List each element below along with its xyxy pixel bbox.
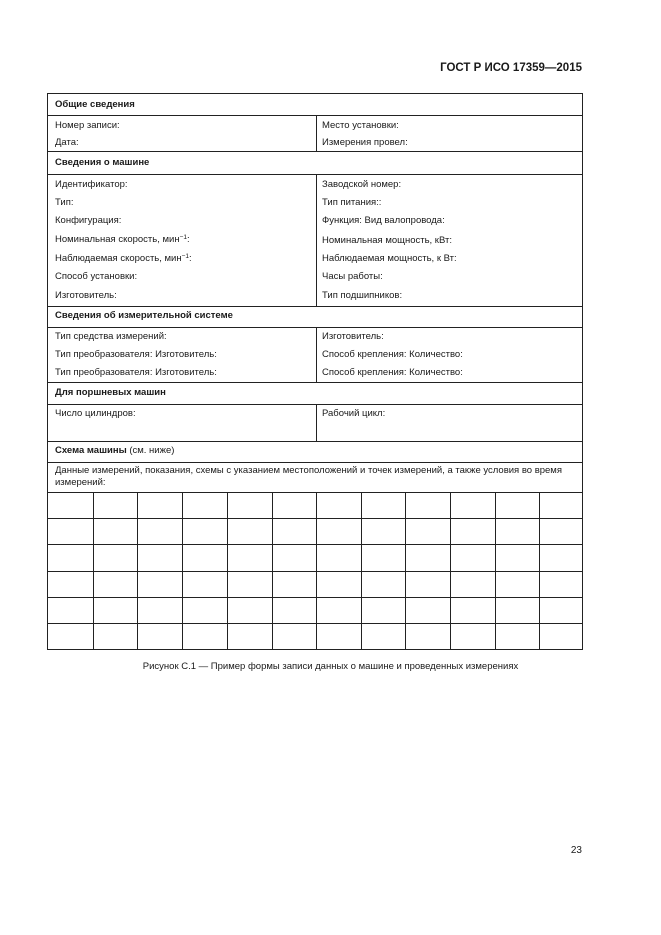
type-label: Тип: [55,197,74,208]
section-title-piston: Для поршневых машин [55,387,166,398]
measured-by-label: Измерения провел: [322,137,408,148]
grid-rule [48,597,582,598]
grid-rule [48,623,582,624]
grid-column [450,492,451,650]
grid-rule [48,544,582,545]
rule [48,174,582,175]
rated-power-label: Номинальная мощность, кВт: [322,235,452,246]
section-title-machine: Сведения о машине [55,157,150,168]
grid-column [361,492,362,650]
serial-label: Заводской номер: [322,179,402,190]
grid-rule [48,492,582,493]
column-divider [316,115,317,151]
column-divider [316,327,317,382]
grid-rule [48,571,582,572]
transducer-label-2: Тип преобразователя: Изготовитель: [55,367,217,378]
configuration-label: Конфигурация: [55,215,122,226]
rated-speed-label: Номинальная скорость, мин$^{-1}$: [55,234,190,245]
grid-column [182,492,183,650]
manufacturer-label: Изготовитель: [55,290,117,301]
mounting-label-2: Способ крепления: Количество: [322,367,463,378]
hours-label: Часы работы: [322,271,383,282]
rule [48,151,582,152]
identifier-label: Идентификатор: [55,179,128,190]
instrument-manufacturer-label: Изготовитель: [322,331,384,342]
grid-column [227,492,228,650]
scheme-description: Данные измерений, показания, схемы с указанием местоположений и точек измерений, а также условия во время измерений: [55,465,562,488]
date-label: Дата: [55,137,79,148]
transducer-label-1: Тип преобразователя: Изготовитель: [55,349,217,360]
page-number: 23 [570,845,582,856]
grid-column [495,492,496,650]
function-label: Функция: Вид валопровода: [322,215,445,226]
section-title-measuring-system: Сведения об измерительной системе [55,310,233,321]
section-title-general: Общие сведения [55,99,135,110]
observed-speed-label: Наблюдаемая скорость, мин$^{-1}$: [55,253,192,264]
machine-record-form [47,93,583,650]
power-type-label: Тип питания:: [322,197,382,208]
grid-rule [48,518,582,519]
grid-column [539,492,540,650]
standard-header: ГОСТ Р ИСО 17359—2015 [440,62,582,74]
cycle-label: Рабочий цикл: [322,408,386,419]
grid-column [137,492,138,650]
grid-column [405,492,406,650]
rule [48,404,582,405]
grid-column [93,492,94,650]
rule [48,306,582,307]
bearing-type-label: Тип подшипников: [322,290,403,301]
cylinders-label: Число цилиндров: [55,408,136,419]
observed-power-label: Наблюдаемая мощность, к Вт: [322,253,457,264]
mounting-label: Способ установки: [55,271,138,282]
location-label: Место установки: [322,120,399,131]
grid-column [272,492,273,650]
column-divider [316,404,317,441]
rule [48,382,582,383]
rule [48,327,582,328]
record-number-label: Номер записи: [55,120,120,131]
rule [48,441,582,442]
rule [48,462,582,463]
mounting-label-1: Способ крепления: Количество: [322,349,463,360]
grid-column [316,492,317,650]
column-divider [316,174,317,306]
section-title-scheme: Схема машины (см. ниже) [55,445,175,456]
instrument-type-label: Тип средства измерений: [55,331,167,342]
rule [48,115,582,116]
figure-caption: Рисунок С.1 — Пример формы записи данных о машине и проведенных измерениях [142,661,519,672]
